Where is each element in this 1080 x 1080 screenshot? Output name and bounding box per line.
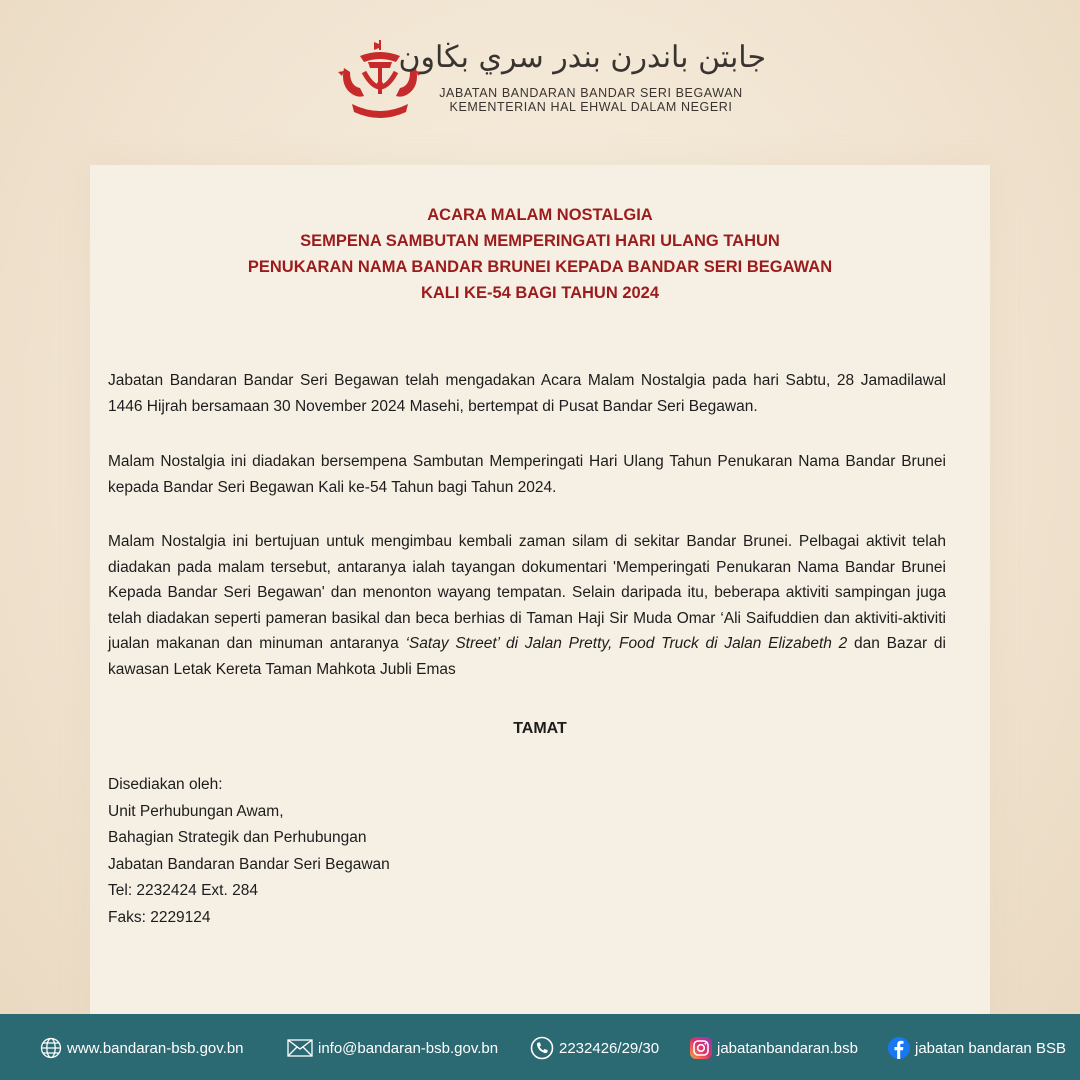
fax: Faks: 2229124 xyxy=(108,908,211,926)
title-line: SEMPENA SAMBUTAN MEMPERINGATI HARI ULANG TAHUN xyxy=(300,232,780,250)
prepared-by-block xyxy=(108,772,390,931)
facebook-text: jabatan bandaran BSB xyxy=(915,1039,1066,1057)
department-name-text: Jabatan Bandaran Bandar Seri Begawan xyxy=(108,855,390,873)
letterhead xyxy=(0,0,1080,160)
closing-mark: TAMAT xyxy=(513,720,567,737)
phone-text: 2232426/29/30 xyxy=(559,1039,660,1057)
mail-icon xyxy=(287,1038,313,1058)
jawi-department-name: جابتن باندرن بندر سري بڬاون xyxy=(398,40,766,75)
email-link[interactable] xyxy=(287,1036,498,1060)
contact-footer-bar xyxy=(0,1014,1080,1080)
division-name: Bahagian Strategik dan Perhubungan xyxy=(108,829,367,846)
telephone: Tel: 2232424 Ext. 284 xyxy=(108,882,258,899)
title-line: KALI KE-54 BAGI TAHUN 2024 xyxy=(420,284,660,302)
globe-icon xyxy=(40,1037,62,1059)
prepared-by-label: Disediakan oleh: xyxy=(108,776,223,793)
ministry-name: KEMENTERIAN HAL EHWAL DALAM NEGERI xyxy=(449,100,733,114)
body-paragraph xyxy=(108,529,946,682)
press-release-title xyxy=(90,202,990,306)
unit-name: Unit Perhubungan Awam, xyxy=(108,802,284,820)
paragraph-text: dan Bazar di kawasan Letak Kereta Taman Mahkota Jubli Emas xyxy=(108,635,946,678)
paragraph-italic-text: ‘Satay Street’ di Jalan Pretty, Food Truck di Jalan Elizabeth 2 xyxy=(405,635,848,652)
phone-icon xyxy=(530,1036,554,1060)
body-paragraph: Malam Nostalgia ini diadakan bersempena Sambutan Memperingati Hari Ulang Tahun Penukaran Nama Bandar Brunei kepada Bandar Seri Begawan Kali ke-54 Tahun bagi Tahun 2024. xyxy=(108,453,946,496)
phone-link[interactable] xyxy=(530,1036,659,1060)
instagram-icon xyxy=(690,1037,712,1059)
website-text: www.bandaran-bsb.gov.bn xyxy=(67,1039,244,1057)
website-link[interactable] xyxy=(40,1036,244,1060)
facebook-link[interactable] xyxy=(888,1036,1066,1060)
title-line: ACARA MALAM NOSTALGIA xyxy=(427,206,653,224)
paragraph-text: Malam Nostalgia ini bertujuan untuk mengimbau kembali zaman silam di sekitar Bandar Brunei. Pelbagai aktivit telah diadakan pada malam tersebut, antaranya ialah tayangan dokumentari 'Memperingati Penukaran Nama Bandar Brunei Kepada Bandar Seri Begawan' dan menonton wayang tempatan. Selain daripada itu, beberapa aktiviti sampingan juga telah diadakan seperti pameran basikal dan beca berhias di Taman Haji Sir Muda Omar ‘Ali Saifuddien dan aktiviti-aktiviti jualan makanan dan minuman antaranya xyxy=(108,533,946,652)
department-name: JABATAN BANDARAN BANDAR SERI BEGAWAN xyxy=(439,86,743,100)
instagram-text: jabatanbandaran.bsb xyxy=(717,1039,858,1057)
instagram-link[interactable] xyxy=(690,1036,858,1060)
facebook-icon xyxy=(888,1037,910,1059)
body-paragraph: Jabatan Bandaran Bandar Seri Begawan telah mengadakan Acara Malam Nostalgia pada hari Sabtu, 28 Jamadilawal 1446 Hijrah bersamaan 30 November 2024 Masehi, bertempat di Pusat Bandar Seri Begawan. xyxy=(108,372,946,415)
title-line: PENUKARAN NAMA BANDAR BRUNEI KEPADA BANDAR SERI BEGAWAN xyxy=(247,258,833,276)
email-text: info@bandaran-bsb.gov.bn xyxy=(318,1039,499,1057)
